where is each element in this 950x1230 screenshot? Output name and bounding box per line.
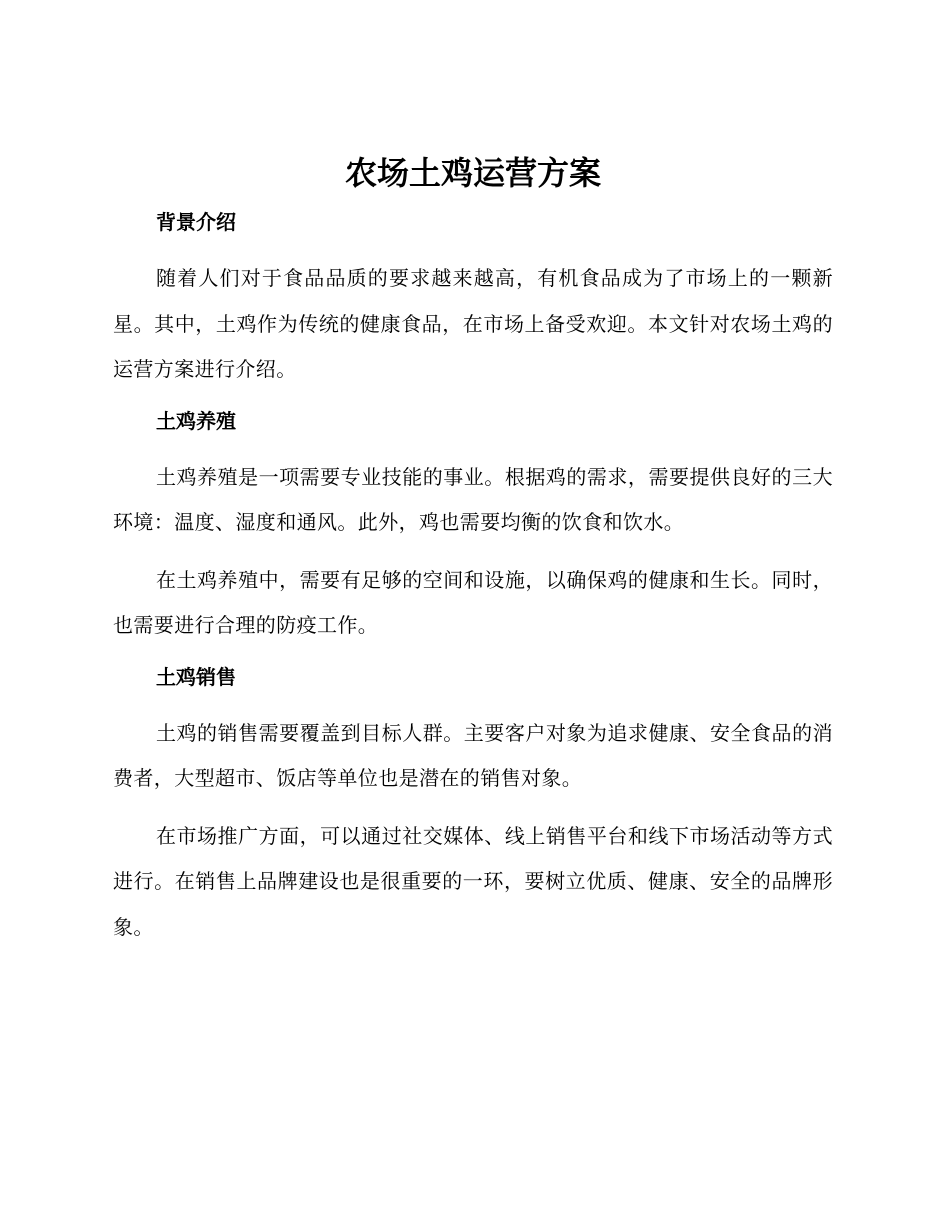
section-heading: 土鸡养殖 <box>156 408 236 433</box>
document-page <box>113 150 833 950</box>
paragraph: 土鸡的销售需要覆盖到目标人群。主要客户对象为追求健康、安全食品的消费者，大型超市、饭店等单位也是潜在的销售对象。 <box>113 720 833 790</box>
section-sales <box>113 662 833 951</box>
paragraph: 随着人们对于食品品质的要求越来越高，有机食品成为了市场上的一颗新星。其中，土鸡作为传统的健康食品，在市场上备受欢迎。本文针对农场土鸡的运营方案进行介绍。 <box>113 266 833 381</box>
paragraph: 土鸡养殖是一项需要专业技能的事业。根据鸡的需求，需要提供良好的三大环境：温度、湿度和通风。此外，鸡也需要均衡的饮食和饮水。 <box>113 464 833 534</box>
section-heading: 背景介绍 <box>156 210 236 234</box>
document-title: 农场土鸡运营方案 <box>344 154 601 192</box>
section-background <box>113 207 833 393</box>
paragraph: 在市场推广方面，可以通过社交媒体、线上销售平台和线下市场活动等方式进行。在销售上品牌建设也是很重要的一环，要树立优质、健康、安全的品牌形象。 <box>113 823 833 939</box>
paragraph: 在土鸡养殖中，需要有足够的空间和设施，以确保鸡的健康和生长。同时，也需要进行合理的防疫工作。 <box>113 567 833 637</box>
section-breeding <box>113 406 833 649</box>
section-heading: 土鸡销售 <box>156 664 236 689</box>
